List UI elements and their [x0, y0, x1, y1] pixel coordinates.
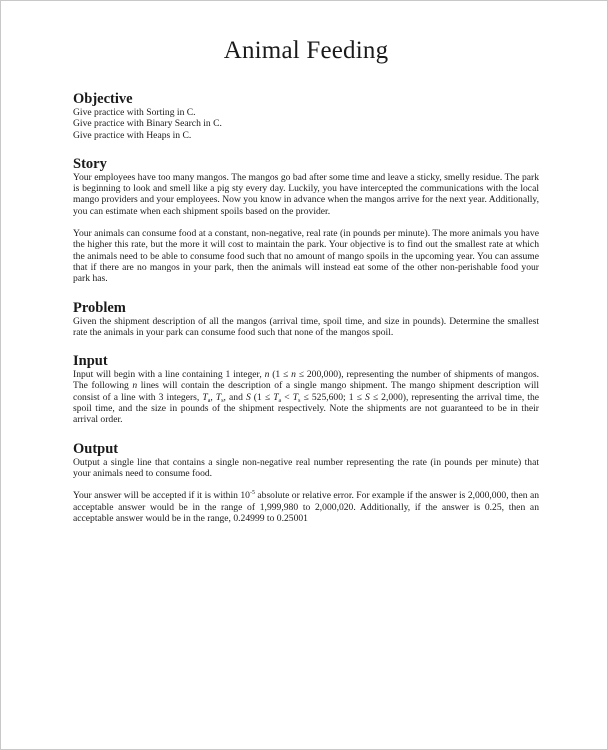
- objective-item: Give practice with Heaps in C.: [73, 129, 192, 141]
- problem-heading: Problem: [73, 299, 126, 316]
- objective-section: [73, 91, 539, 141]
- document-content: [73, 37, 539, 539]
- problem-paragraph: Given the shipment description of all the mangos (arrival time, spoil time, and size in pounds). Determine the smallest rate the animals in your park can consume food such that none of the mangos spoil.: [73, 315, 539, 338]
- story-paragraph-1: Your employees have too many mangos. The mangos go bad after some time and leave a sticky, smelly residue. The park is beginning to look and smell like a pig sty every day. Luckily, you have intercepted the communications with the local mango providers and your employees. Now you know in advance when the mangos arrive for the next year. Additionally, you can estimate when each shipment spoils based on the provider.: [73, 171, 539, 217]
- objective-item: Give practice with Sorting in C.: [73, 107, 196, 118]
- story-paragraph-2: Your animals can consume food at a constant, non-negative, real rate (in pounds per minute). The more animals you have the higher this rate, but the more it will cost to maintain the park. Your objective is to find out the smallest rate at which the animals need to be able to consume food such that no amount of mango spoils in the upcoming year. You can assume that if there are no mangos in your park, then the animals will instead eat some of the other non-perishable food your park has.: [73, 228, 539, 285]
- objective-heading: Objective: [73, 91, 133, 107]
- story-section: [73, 156, 539, 285]
- story-heading: Story: [73, 155, 107, 172]
- objective-item: Give practice with Binary Search in C.: [73, 118, 222, 130]
- problem-section: [73, 300, 539, 339]
- input-paragraph: Input will begin with a line containing 1 integer, n (1 ≤ n ≤ 200,000), representing the number of shipments of mangos. The following n lines will contain the description of a single mango shipment. The mango shipment description will consist of a line with 3 integers, $T_a$, $T_s$, and S ($1 \le T_a < T_s \le 525,600$; 1 ≤ S ≤ 2,000), representing the arrival time, the spoil time, and the size in pounds of the shipment respectively. Note the shipments are not guaranteed to be in their arrival order.: [73, 369, 540, 426]
- input-section: [73, 353, 539, 425]
- output-section: [73, 441, 539, 524]
- output-paragraph-2: Your answer will be accepted if it is within $10^{-5}$ absolute or relative error. For example if the answer is 2,000,000, then an acceptable answer would be in the range of 1,999,980 to 2,000,020. Additionally, if the answer is 0.25, then an acceptable answer would be in the range, 0.24999 to 0.25001: [73, 490, 540, 524]
- input-heading: Input: [73, 353, 108, 370]
- page-title: Animal Feeding: [223, 37, 389, 64]
- output-paragraph-1: Output a single line that contains a single non-negative real number representing the rate (in pounds per minute) that your animals need to consume food.: [73, 456, 539, 479]
- output-heading: Output: [73, 440, 119, 457]
